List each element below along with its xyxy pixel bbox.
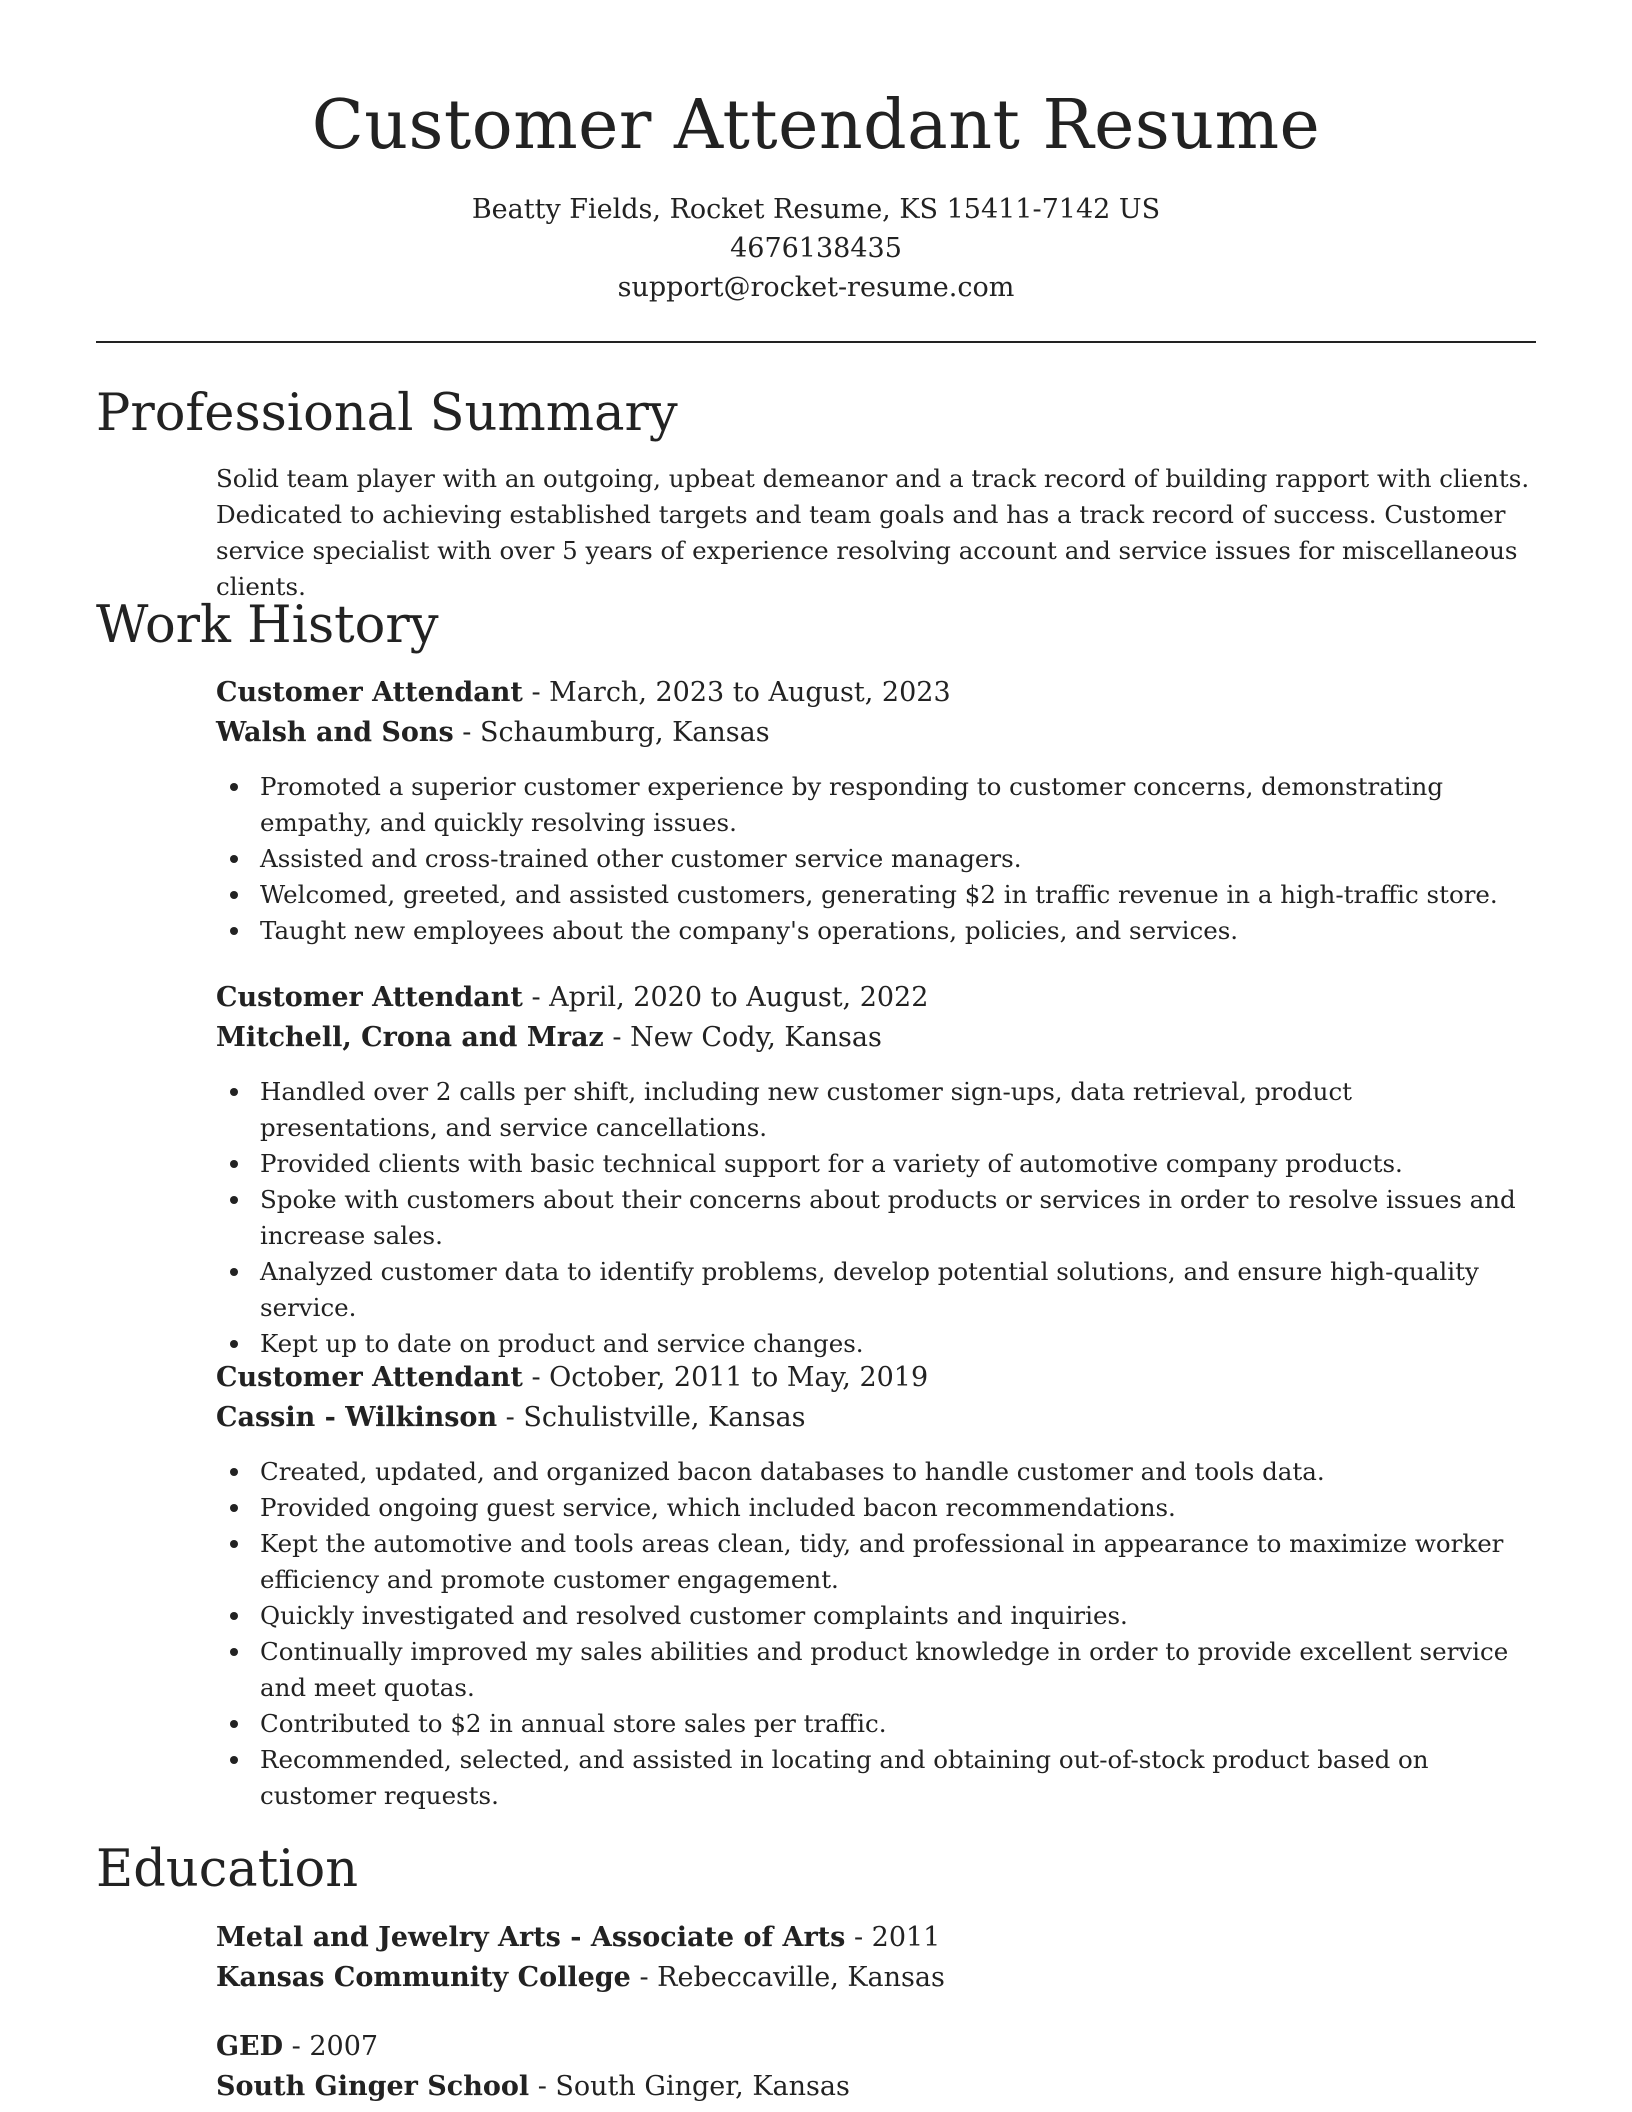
- job-location: - Schaumburg, Kansas: [453, 717, 770, 748]
- education-year: - 2007: [283, 2031, 379, 2062]
- contact-email: support@rocket-resume.com: [617, 272, 1015, 303]
- education-degree-line: [216, 1918, 1536, 1958]
- job-dates: - April, 2020 to August, 2022: [522, 982, 929, 1013]
- resume-title: Customer Attendant Resume: [311, 86, 1321, 165]
- work-history-heading: Work History: [96, 596, 439, 655]
- education-degree: Metal and Jewelry Arts - Associate of Arts: [216, 1922, 846, 1953]
- education-heading: Education: [96, 1840, 359, 1899]
- job-title-line: [216, 673, 1536, 713]
- contact-block: [0, 190, 1632, 307]
- job-company: Cassin - Wilkinson: [216, 1402, 498, 1433]
- job-duty: Kept the automotive and tools areas clean, tidy, and professional in appearance to maximize worker efficiency and promote customer engagement.: [260, 1526, 1536, 1598]
- job-dates: - March, 2023 to August, 2023: [522, 677, 951, 708]
- job-duty: Provided clients with basic technical support for a variety of automotive company products.: [260, 1146, 1536, 1182]
- job-duty: Taught new employees about the company's operations, policies, and services.: [260, 913, 1536, 949]
- job-company: Mitchell, Crona and Mraz: [216, 1022, 604, 1053]
- education-location: - Rebeccaville, Kansas: [630, 1962, 945, 1993]
- job-company-line: [216, 713, 1536, 753]
- job-duty: Contributed to $2 in annual store sales per traffic.: [260, 1706, 1536, 1742]
- summary-text: Solid team player with an outgoing, upbeat demeanor and a track record of building rapport with clients. Dedicated to achieving established targets and team goals and has a track record of success. Customer service specialist with over 5 years of experience resolving account and service issues for miscellaneous clients.: [216, 464, 1530, 601]
- job-company-line: [216, 1398, 1536, 1438]
- job-duty: Analyzed customer data to identify problems, develop potential solutions, and ensure high-quality service.: [260, 1254, 1536, 1326]
- job-title: Customer Attendant: [216, 1362, 523, 1393]
- job-duty: Handled over 2 calls per shift, including new customer sign-ups, data retrieval, product presentations, and service cancellations.: [260, 1074, 1536, 1146]
- job-location: - Schulistville, Kansas: [497, 1402, 806, 1433]
- education-entry: [216, 1918, 1536, 1998]
- job-title: Customer Attendant: [216, 982, 523, 1013]
- job-duty: Created, updated, and organized bacon databases to handle customer and tools data.: [260, 1454, 1536, 1490]
- job-title: Customer Attendant: [216, 677, 523, 708]
- job-duty: Kept up to date on product and service changes.: [260, 1326, 1536, 1362]
- summary-heading: Professional Summary: [96, 384, 678, 443]
- job-entry: [216, 978, 1536, 1362]
- job-duties-list: [216, 1074, 1536, 1362]
- education-degree: GED: [216, 2031, 284, 2062]
- job-duty: Continually improved my sales abilities and product knowledge in order to provide excellent service and meet quotas.: [260, 1634, 1536, 1706]
- job-entry: [216, 673, 1536, 949]
- contact-phone: 4676138435: [730, 233, 902, 264]
- job-title-line: [216, 978, 1536, 1018]
- job-duty: Welcomed, greeted, and assisted customers, generating $2 in traffic revenue in a high-traffic store.: [260, 877, 1536, 913]
- education-entry: [216, 2027, 1536, 2107]
- education-school-line: [216, 1958, 1536, 1998]
- education-location: - South Ginger, Kansas: [529, 2071, 850, 2102]
- education-degree-line: [216, 2027, 1536, 2067]
- job-duty: Promoted a superior customer experience by responding to customer concerns, demonstrating empathy, and quickly resolving issues.: [260, 769, 1536, 841]
- job-duty: Assisted and cross-trained other customer service managers.: [260, 841, 1536, 877]
- header-divider: [96, 341, 1536, 343]
- resume-header: [0, 0, 1632, 307]
- job-location: - New Cody, Kansas: [603, 1022, 882, 1053]
- education-year: - 2011: [845, 1922, 941, 1953]
- education-school-line: [216, 2067, 1536, 2107]
- job-duties-list: [216, 1454, 1536, 1814]
- job-title-line: [216, 1358, 1536, 1398]
- job-company-line: [216, 1018, 1536, 1058]
- job-entry: [216, 1358, 1536, 1814]
- job-duty: Quickly investigated and resolved customer complaints and inquiries.: [260, 1598, 1536, 1634]
- job-duty: Spoke with customers about their concerns about products or services in order to resolve issues and increase sales.: [260, 1182, 1536, 1254]
- education-school: Kansas Community College: [216, 1962, 631, 1993]
- job-duty: Recommended, selected, and assisted in locating and obtaining out-of-stock product based on customer requests.: [260, 1742, 1536, 1814]
- job-company: Walsh and Sons: [216, 717, 454, 748]
- education-school: South Ginger School: [216, 2071, 530, 2102]
- contact-address: Beatty Fields, Rocket Resume, KS 15411-7142 US: [471, 194, 1161, 225]
- job-duties-list: [216, 769, 1536, 949]
- job-duty: Provided ongoing guest service, which included bacon recommendations.: [260, 1490, 1536, 1526]
- job-dates: - October, 2011 to May, 2019: [522, 1362, 929, 1393]
